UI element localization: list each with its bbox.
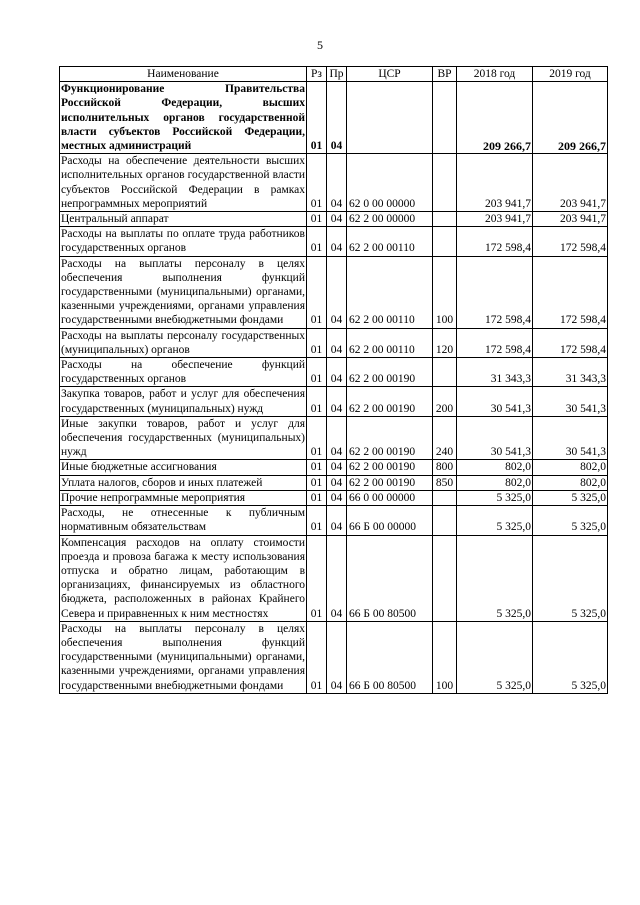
row-2018: 172 598,4 — [457, 328, 533, 357]
table-row — [60, 621, 608, 693]
header-rz: Рз — [307, 67, 327, 82]
row-2018: 203 941,7 — [457, 154, 533, 212]
row-csr: 62 2 00 00190 — [347, 475, 433, 490]
row-2018: 5 325,0 — [457, 490, 533, 505]
row-pr: 04 — [327, 358, 347, 387]
row-csr: 62 2 00 00110 — [347, 256, 433, 328]
row-name: Центральный аппарат — [60, 212, 307, 227]
row-csr: 66 Б 00 80500 — [347, 535, 433, 621]
row-2018: 5 325,0 — [457, 506, 533, 535]
row-vr — [433, 506, 457, 535]
row-2018: 209 266,7 — [457, 82, 533, 154]
row-vr: 200 — [433, 387, 457, 416]
table-header-row — [60, 67, 608, 82]
row-rz: 01 — [307, 387, 327, 416]
row-name: Прочие непрограммные мероприятия — [60, 490, 307, 505]
row-rz: 01 — [307, 212, 327, 227]
row-rz: 01 — [307, 460, 327, 475]
row-vr: 850 — [433, 475, 457, 490]
row-name: Расходы на выплаты персоналу в целях обеспечения выполнения функций государственными (муниципальными) органами, казенными учреждениями, органами управления государственными внебюджетными фондами — [61, 622, 305, 692]
row-name: Иные бюджетные ассигнования — [60, 460, 307, 475]
header-pr: Пр — [327, 67, 347, 82]
row-pr: 04 — [327, 416, 347, 460]
row-vr: 240 — [433, 416, 457, 460]
row-pr: 04 — [327, 212, 347, 227]
row-2018: 802,0 — [457, 460, 533, 475]
row-2019: 30 541,3 — [533, 416, 608, 460]
header-2019: 2019 год — [533, 67, 608, 82]
row-2018: 30 541,3 — [457, 416, 533, 460]
table-row — [60, 416, 608, 460]
table-row — [60, 328, 608, 357]
row-2018: 5 325,0 — [457, 535, 533, 621]
row-2018: 172 598,4 — [457, 227, 533, 256]
row-2018: 31 343,3 — [457, 358, 533, 387]
row-csr — [347, 82, 433, 154]
row-rz: 01 — [307, 154, 327, 212]
row-rz: 01 — [307, 256, 327, 328]
row-rz: 01 — [307, 416, 327, 460]
row-2018: 203 941,7 — [457, 212, 533, 227]
row-2019: 5 325,0 — [533, 506, 608, 535]
row-2019: 172 598,4 — [533, 256, 608, 328]
row-rz: 01 — [307, 82, 327, 154]
table-row — [60, 490, 608, 505]
row-vr: 100 — [433, 256, 457, 328]
row-2018: 30 541,3 — [457, 387, 533, 416]
header-2018: 2018 год — [457, 67, 533, 82]
row-2018: 802,0 — [457, 475, 533, 490]
table-row — [60, 460, 608, 475]
row-csr: 62 2 00 00000 — [347, 212, 433, 227]
row-rz: 01 — [307, 227, 327, 256]
row-csr: 66 Б 00 80500 — [347, 621, 433, 693]
table-row — [60, 212, 608, 227]
row-rz: 01 — [307, 621, 327, 693]
table-row — [60, 256, 608, 328]
row-name: Расходы на обеспечение функций государственных органов — [61, 359, 305, 386]
row-name: Расходы на выплаты по оплате труда работников государственных органов — [61, 228, 305, 255]
row-2019: 203 941,7 — [533, 212, 608, 227]
table-row — [60, 506, 608, 535]
table-row — [60, 154, 608, 212]
row-2019: 30 541,3 — [533, 387, 608, 416]
row-pr: 04 — [327, 535, 347, 621]
row-pr: 04 — [327, 621, 347, 693]
row-csr: 62 2 00 00190 — [347, 358, 433, 387]
row-name: Функционирование Правительства Российской Федерации, высших исполнительных органов государственной власти субъектов Российской Федерации, местных администраций — [61, 83, 305, 153]
table-row — [60, 475, 608, 490]
row-pr: 04 — [327, 328, 347, 357]
row-csr: 62 2 00 00190 — [347, 460, 433, 475]
row-2019: 5 325,0 — [533, 490, 608, 505]
row-name: Расходы на обеспечение деятельности высших исполнительных органов государственной власти субъектов Российской Федерации в рамках непрограммных мероприятий — [61, 155, 305, 210]
row-2019: 172 598,4 — [533, 328, 608, 357]
row-csr: 66 Б 00 00000 — [347, 506, 433, 535]
row-vr — [433, 212, 457, 227]
row-2019: 31 343,3 — [533, 358, 608, 387]
row-rz: 01 — [307, 358, 327, 387]
row-csr: 62 2 00 00190 — [347, 416, 433, 460]
row-name: Иные закупки товаров, работ и услуг для обеспечения государственных (муниципальных) нужд — [61, 417, 305, 459]
header-name: Наименование — [60, 67, 307, 82]
row-rz: 01 — [307, 506, 327, 535]
table-row — [60, 227, 608, 256]
row-2019: 203 941,7 — [533, 154, 608, 212]
row-vr: 120 — [433, 328, 457, 357]
row-name: Расходы на выплаты персоналу государственных (муниципальных) органов — [61, 329, 305, 356]
row-csr: 62 2 00 00110 — [347, 328, 433, 357]
row-name: Закупка товаров, работ и услуг для обеспечения государственных (муниципальных) нужд — [61, 388, 305, 415]
row-pr: 04 — [327, 490, 347, 505]
row-name: Расходы на выплаты персоналу в целях обеспечения выполнения функций государственными (муниципальными) органами, казенными учреждениями, органами управления государственными внебюджетными фондами — [61, 257, 305, 327]
row-rz: 01 — [307, 490, 327, 505]
row-rz: 01 — [307, 475, 327, 490]
row-vr — [433, 82, 457, 154]
row-csr: 62 0 00 00000 — [347, 154, 433, 212]
row-pr: 04 — [327, 227, 347, 256]
row-2019: 5 325,0 — [533, 535, 608, 621]
table-row — [60, 358, 608, 387]
page-number: 5 — [317, 38, 323, 52]
table-row — [60, 535, 608, 621]
header-csr: ЦСР — [347, 67, 433, 82]
row-pr: 04 — [327, 82, 347, 154]
row-name: Расходы, не отнесенные к публичным нормативным обязательствам — [61, 507, 305, 534]
row-2019: 802,0 — [533, 460, 608, 475]
row-pr: 04 — [327, 256, 347, 328]
row-2018: 172 598,4 — [457, 256, 533, 328]
budget-table — [59, 66, 608, 694]
table-row — [60, 82, 608, 154]
row-pr: 04 — [327, 506, 347, 535]
row-name: Уплата налогов, сборов и иных платежей — [60, 475, 307, 490]
row-vr — [433, 227, 457, 256]
row-2019: 209 266,7 — [533, 82, 608, 154]
row-pr: 04 — [327, 460, 347, 475]
row-rz: 01 — [307, 328, 327, 357]
row-2019: 5 325,0 — [533, 621, 608, 693]
row-vr — [433, 154, 457, 212]
row-2018: 5 325,0 — [457, 621, 533, 693]
row-vr: 800 — [433, 460, 457, 475]
row-vr: 100 — [433, 621, 457, 693]
table-row — [60, 387, 608, 416]
header-vr: ВР — [433, 67, 457, 82]
row-pr: 04 — [327, 387, 347, 416]
row-2019: 172 598,4 — [533, 227, 608, 256]
row-csr: 62 2 00 00190 — [347, 387, 433, 416]
row-pr: 04 — [327, 475, 347, 490]
row-2019: 802,0 — [533, 475, 608, 490]
row-rz: 01 — [307, 535, 327, 621]
row-vr — [433, 490, 457, 505]
row-name: Компенсация расходов на оплату стоимости проезда и провоза багажа к месту использования отпуска и обратно лицам, работающим в организациях, финансируемых из областного бюджета, расположенных в районах Крайнего Севера и приравненных к ним местностях — [61, 536, 305, 620]
row-vr — [433, 358, 457, 387]
row-pr: 04 — [327, 154, 347, 212]
row-csr: 66 0 00 00000 — [347, 490, 433, 505]
row-csr: 62 2 00 00110 — [347, 227, 433, 256]
row-vr — [433, 535, 457, 621]
